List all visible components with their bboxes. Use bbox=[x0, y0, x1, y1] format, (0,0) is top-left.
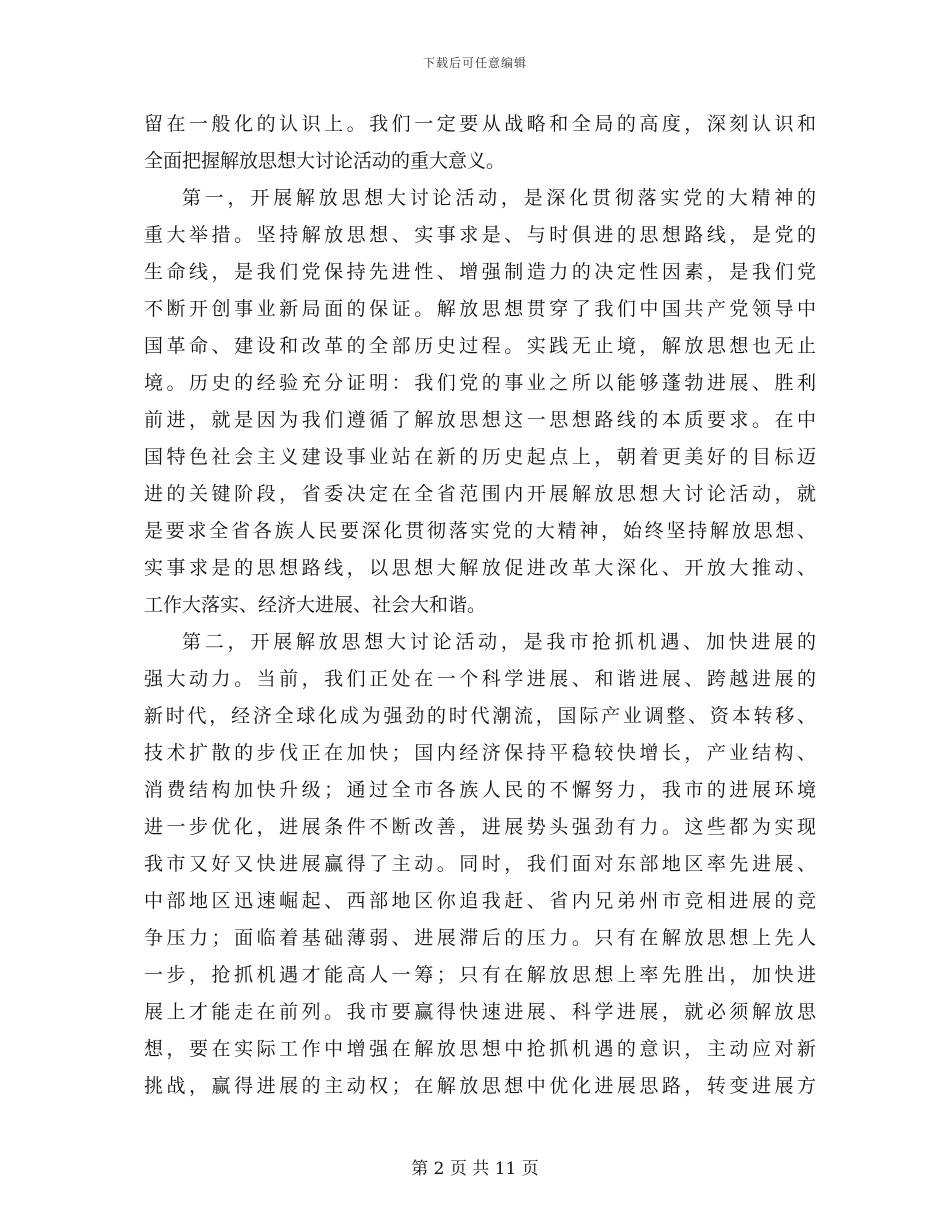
text-line: 工作大落实、经济大进展、社会大和谐。 bbox=[144, 594, 487, 616]
text-line: 中部地区迅速崛起、西部地区你追我赶、省内兄弟州市竞相进展的竞 bbox=[144, 890, 816, 912]
page-number-footer: 第 2 页 共 11 页 bbox=[411, 1159, 539, 1179]
text-line: 进的关键阶段，省委决定在全省范围内开展解放思想大讨论活动，就 bbox=[144, 483, 816, 505]
text-line: 争压力；面临着基础薄弱、进展滞后的压力。只有在解放思想上先人 bbox=[144, 927, 816, 949]
text-line: 不断开创事业新局面的保证。解放思想贯穿了我们中国共产党领导中 bbox=[144, 298, 816, 320]
text-line: 进一步优化，进展条件不断改善，进展势头强劲有力。这些都为实现 bbox=[144, 816, 816, 838]
text-line: 重大举措。坚持解放思想、实事求是、与时俱进的思想路线，是党的 bbox=[144, 224, 816, 246]
text-line: 国革命、建设和改革的全部历史过程。实践无止境，解放思想也无止 bbox=[144, 335, 816, 357]
text-line: 生命线，是我们党保持先进性、增强制造力的决定性因素，是我们党 bbox=[144, 261, 816, 283]
text-line: 挑战，赢得进展的主动权；在解放思想中优化进展思路，转变进展方 bbox=[144, 1075, 816, 1097]
text-line: 新时代，经济全球化成为强劲的时代潮流，国际产业调整、资本转移、 bbox=[144, 705, 816, 727]
text-line: 是要求全省各族人民要深化贯彻落实党的大精神，始终坚持解放思想、 bbox=[144, 520, 816, 542]
paragraph-start-line: 第二，开展解放思想大讨论活动，是我市抢抓机遇、加快进展的 bbox=[182, 631, 816, 653]
text-line: 强大动力。当前，我们正处在一个科学进展、和谐进展、跨越进展的 bbox=[144, 668, 816, 690]
text-line: 国特色社会主义建设事业站在新的历史起点上，朝着更美好的目标迈 bbox=[144, 446, 816, 468]
text-line: 一步，抢抓机遇才能高人一筹；只有在解放思想上率先胜出，加快进 bbox=[144, 964, 816, 986]
text-line: 实事求是的思想路线，以思想大解放促进改革大深化、开放大推动、 bbox=[144, 557, 816, 579]
text-line: 技术扩散的步伐正在加快；国内经济保持平稳较快增长，产业结构、 bbox=[144, 742, 816, 764]
document-body bbox=[144, 106, 816, 1105]
text-line: 展上才能走在前列。我市要赢得快速进展、科学进展，就必须解放思 bbox=[144, 1001, 816, 1023]
text-line: 全面把握解放思想大讨论活动的重大意义。 bbox=[144, 150, 506, 172]
text-line: 前进，就是因为我们遵循了解放思想这一思想路线的本质要求。在中 bbox=[144, 409, 816, 431]
text-line: 留在一般化的认识上。我们一定要从战略和全局的高度，深刻认识和 bbox=[144, 113, 816, 135]
page-header-note: 下载后可任意编辑 bbox=[422, 56, 527, 70]
paragraph-start-line: 第一，开展解放思想大讨论活动，是深化贯彻落实党的大精神的 bbox=[182, 187, 816, 209]
text-line: 境。历史的经验充分证明：我们党的事业之所以能够蓬勃进展、胜利 bbox=[144, 372, 816, 394]
text-line: 想，要在实际工作中增强在解放思想中抢抓机遇的意识，主动应对新 bbox=[144, 1038, 816, 1060]
text-line: 我市又好又快进展赢得了主动。同时，我们面对东部地区率先进展、 bbox=[144, 853, 816, 875]
text-line: 消费结构加快升级；通过全市各族人民的不懈努力，我市的进展环境 bbox=[144, 779, 816, 801]
